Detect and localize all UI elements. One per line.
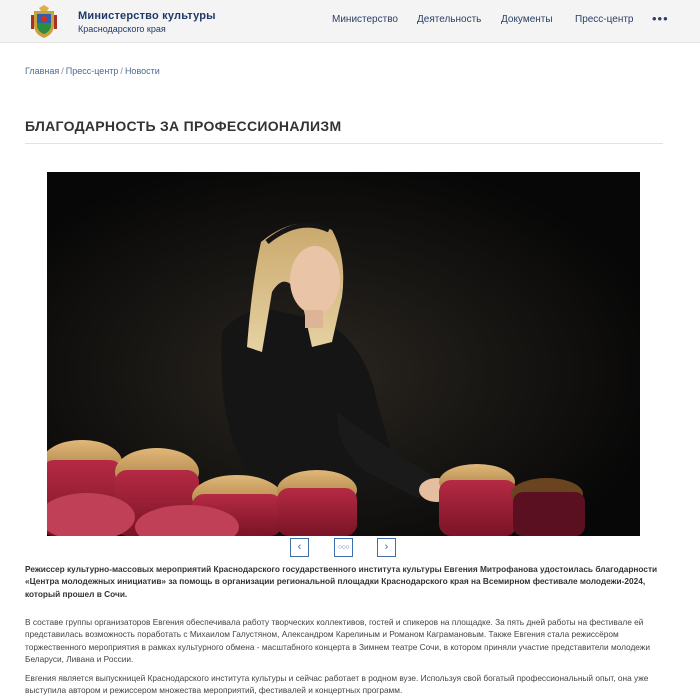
title-divider — [25, 143, 663, 144]
breadcrumb — [25, 66, 160, 76]
article-paragraph-1: В составе группы организаторов Евгения обеспечивала работу творческих коллективов, гостей и спикеров на площадке. За пять дней работы на фестивале ей представилась возможность поработать с Михаилом Галустяном, Александром Карелиным и Романом Каграмановым. Также Евгения стала режиссёром торжественного мероприятия в рамках культурного обмена - масштабного концерта в Зимнем театре Сочи, в котором приняли участие представители молодежи Беларуси, Ливана и России. — [25, 617, 650, 664]
nav-press-center[interactable]: Пресс-центр — [575, 14, 634, 25]
breadcrumb-press-center[interactable]: Пресс-центр — [65, 66, 119, 76]
more-menu-icon[interactable]: ••• — [652, 11, 669, 26]
coat-of-arms-icon[interactable] — [30, 5, 58, 39]
article-photo — [47, 172, 640, 536]
nav-documents[interactable]: Документы — [501, 14, 553, 25]
breadcrumb-separator: / — [120, 66, 123, 76]
breadcrumb-separator: / — [61, 66, 64, 76]
site-header — [0, 0, 700, 43]
nav-activity[interactable]: Деятельность — [417, 14, 482, 25]
breadcrumb-home[interactable]: Главная — [25, 66, 60, 76]
photo-illustration — [47, 172, 640, 536]
site-subtitle: Краснодарского края — [78, 24, 166, 34]
nav-ministry[interactable]: Министерство — [332, 14, 398, 25]
article-paragraph-2: Евгения является выпускницей Краснодарского института культуры и сейчас работает в родном вузе. Используя свой богатый профессиональный опыт, она уже выступила автором и режиссером множества мероприятий, фестивалей и концертных программ. — [25, 673, 649, 696]
slider-prev-button[interactable]: ‹ — [290, 538, 309, 557]
site-title: Министерство культуры — [78, 10, 216, 22]
site-name[interactable] — [78, 10, 216, 34]
slider-next-button[interactable]: › — [377, 538, 396, 557]
breadcrumb-news[interactable]: Новости — [124, 66, 160, 76]
page-title: БЛАГОДАРНОСТЬ ЗА ПРОФЕССИОНАЛИЗМ — [25, 118, 342, 134]
article-lead: Режиссер культурно-массовых мероприятий Краснодарского государственного института культуры Евгения Митрофанова удостоилась благодарности «Центра молодежных инициатив» за помощь в организации региональной площадки Краснодарского края на Всемирном фестивале молодежи-2024, который прошел в Сочи. — [25, 564, 658, 599]
slider-pagination-button[interactable]: ○○○ — [334, 538, 353, 557]
